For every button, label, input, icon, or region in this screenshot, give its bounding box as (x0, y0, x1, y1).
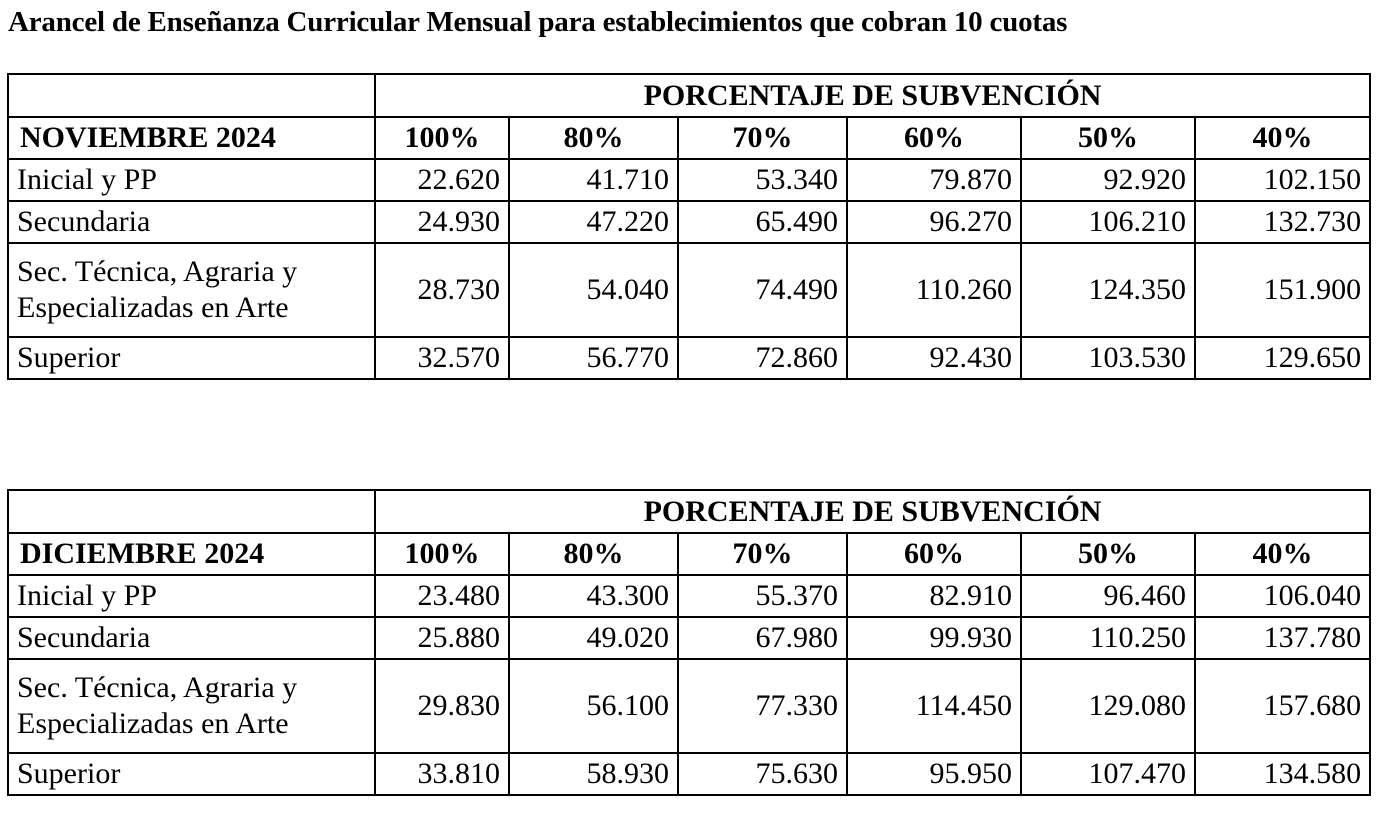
header-empty-cell (8, 74, 375, 117)
fee-cell: 65.490 (678, 201, 847, 243)
fee-cell: 72.860 (678, 337, 847, 379)
fee-cell: 134.580 (1195, 753, 1370, 795)
subsidy-percentage-header: PORCENTAJE DE SUBVENCIÓN (375, 74, 1370, 117)
table-header-row (8, 74, 1370, 117)
table-header-row (8, 490, 1370, 533)
fee-cell: 28.730 (375, 243, 509, 337)
month-label: DICIEMBRE 2024 (8, 533, 375, 575)
column-header: 100% (375, 117, 509, 159)
column-header: 70% (678, 117, 847, 159)
fee-cell: 77.330 (678, 659, 847, 753)
fee-cell: 99.930 (847, 617, 1021, 659)
fee-cell: 22.620 (375, 159, 509, 201)
level-label: Sec. Técnica, Agraria y Especializadas en Arte (8, 243, 375, 337)
header-empty-cell (8, 490, 375, 533)
fee-cell: 53.340 (678, 159, 847, 201)
fee-cell: 103.530 (1021, 337, 1195, 379)
month-label: NOVIEMBRE 2024 (8, 117, 375, 159)
level-label: Sec. Técnica, Agraria y Especializadas en Arte (8, 659, 375, 753)
tariff-table-december (7, 489, 1371, 796)
table-row (8, 243, 1370, 337)
table-row (8, 159, 1370, 201)
column-header: 40% (1195, 117, 1370, 159)
table-row (8, 337, 1370, 379)
fee-cell: 96.270 (847, 201, 1021, 243)
fee-cell: 157.680 (1195, 659, 1370, 753)
fee-cell: 33.810 (375, 753, 509, 795)
level-label: Inicial y PP (8, 575, 375, 617)
fee-cell: 124.350 (1021, 243, 1195, 337)
fee-cell: 67.980 (678, 617, 847, 659)
fee-cell: 114.450 (847, 659, 1021, 753)
column-header: 60% (847, 533, 1021, 575)
fee-cell: 129.080 (1021, 659, 1195, 753)
column-header: 80% (509, 117, 678, 159)
fee-cell: 47.220 (509, 201, 678, 243)
fee-cell: 41.710 (509, 159, 678, 201)
table-row (8, 659, 1370, 753)
fee-cell: 56.100 (509, 659, 678, 753)
column-header: 40% (1195, 533, 1370, 575)
fee-cell: 137.780 (1195, 617, 1370, 659)
column-header: 60% (847, 117, 1021, 159)
column-header: 50% (1021, 117, 1195, 159)
table-row (8, 617, 1370, 659)
fee-cell: 54.040 (509, 243, 678, 337)
fee-cell: 32.570 (375, 337, 509, 379)
fee-cell: 49.020 (509, 617, 678, 659)
level-label: Inicial y PP (8, 159, 375, 201)
table-row (8, 201, 1370, 243)
fee-cell: 129.650 (1195, 337, 1370, 379)
subsidy-percentage-header: PORCENTAJE DE SUBVENCIÓN (375, 490, 1370, 533)
fee-cell: 25.880 (375, 617, 509, 659)
fee-cell: 82.910 (847, 575, 1021, 617)
column-header-row (8, 533, 1370, 575)
fee-cell: 151.900 (1195, 243, 1370, 337)
fee-cell: 29.830 (375, 659, 509, 753)
fee-cell: 132.730 (1195, 201, 1370, 243)
level-label: Superior (8, 753, 375, 795)
column-header: 100% (375, 533, 509, 575)
column-header: 80% (509, 533, 678, 575)
table-row (8, 753, 1370, 795)
column-header: 70% (678, 533, 847, 575)
level-label: Secundaria (8, 201, 375, 243)
level-label: Secundaria (8, 617, 375, 659)
fee-cell: 96.460 (1021, 575, 1195, 617)
fee-cell: 74.490 (678, 243, 847, 337)
level-label: Superior (8, 337, 375, 379)
fee-cell: 56.770 (509, 337, 678, 379)
fee-cell: 95.950 (847, 753, 1021, 795)
fee-cell: 92.430 (847, 337, 1021, 379)
fee-cell: 107.470 (1021, 753, 1195, 795)
tariff-table-november (7, 73, 1371, 380)
column-header: 50% (1021, 533, 1195, 575)
fee-cell: 102.150 (1195, 159, 1370, 201)
fee-cell: 43.300 (509, 575, 678, 617)
fee-cell: 106.210 (1021, 201, 1195, 243)
fee-cell: 79.870 (847, 159, 1021, 201)
fee-cell: 110.250 (1021, 617, 1195, 659)
table-row (8, 575, 1370, 617)
fee-cell: 24.930 (375, 201, 509, 243)
fee-cell: 110.260 (847, 243, 1021, 337)
document-title: Arancel de Enseñanza Curricular Mensual para establecimientos que cobran 10 cuotas (8, 6, 1068, 38)
fee-cell: 92.920 (1021, 159, 1195, 201)
fee-cell: 58.930 (509, 753, 678, 795)
fee-cell: 75.630 (678, 753, 847, 795)
fee-cell: 106.040 (1195, 575, 1370, 617)
fee-cell: 23.480 (375, 575, 509, 617)
column-header-row (8, 117, 1370, 159)
fee-cell: 55.370 (678, 575, 847, 617)
